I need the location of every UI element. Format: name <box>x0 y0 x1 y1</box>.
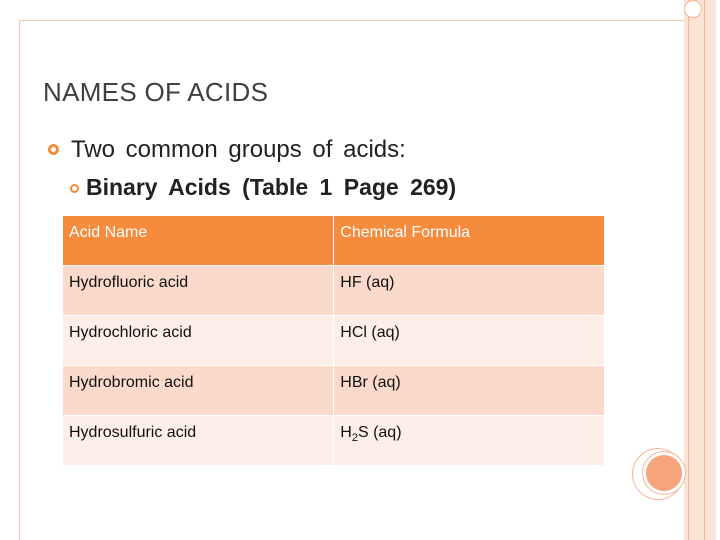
formula-cell: HBr (aq) <box>334 365 605 415</box>
formula-cell: HF (aq) <box>334 265 605 315</box>
table-header-row <box>63 216 605 265</box>
formula-cell <box>334 415 605 465</box>
table-row <box>63 415 605 465</box>
bullet-level-1 <box>48 136 406 164</box>
formula-part: S (aq) <box>357 423 402 441</box>
bullet-icon <box>48 144 59 155</box>
table-row <box>63 265 605 315</box>
bullet-level-2 <box>70 174 456 201</box>
decorative-line <box>704 0 705 540</box>
table-row <box>63 315 605 365</box>
acid-name-cell: Hydrobromic acid <box>63 365 334 415</box>
acid-name-cell: Hydrofluoric acid <box>63 265 334 315</box>
table-row <box>63 365 605 415</box>
bullet-text: Two common groups of acids: <box>71 136 406 163</box>
formula-subscript: 2 <box>351 431 358 444</box>
decorative-circle-small <box>684 0 702 18</box>
column-header: Acid Name <box>63 216 334 265</box>
acid-table <box>63 216 605 466</box>
bullet-text: Binary Acids (Table 1 Page 269) <box>86 174 457 200</box>
decorative-line <box>688 0 689 540</box>
formula-cell: HCl (aq) <box>334 315 605 365</box>
slide-title: NAMES OF ACIDS <box>43 77 269 107</box>
bullet-icon <box>70 184 79 193</box>
formula-part: H <box>340 423 352 441</box>
decorative-circle-filled <box>643 452 685 494</box>
column-header: Chemical Formula <box>334 216 605 265</box>
acid-name-cell: Hydrochloric acid <box>63 315 334 365</box>
acid-name-cell: Hydrosulfuric acid <box>63 415 334 465</box>
